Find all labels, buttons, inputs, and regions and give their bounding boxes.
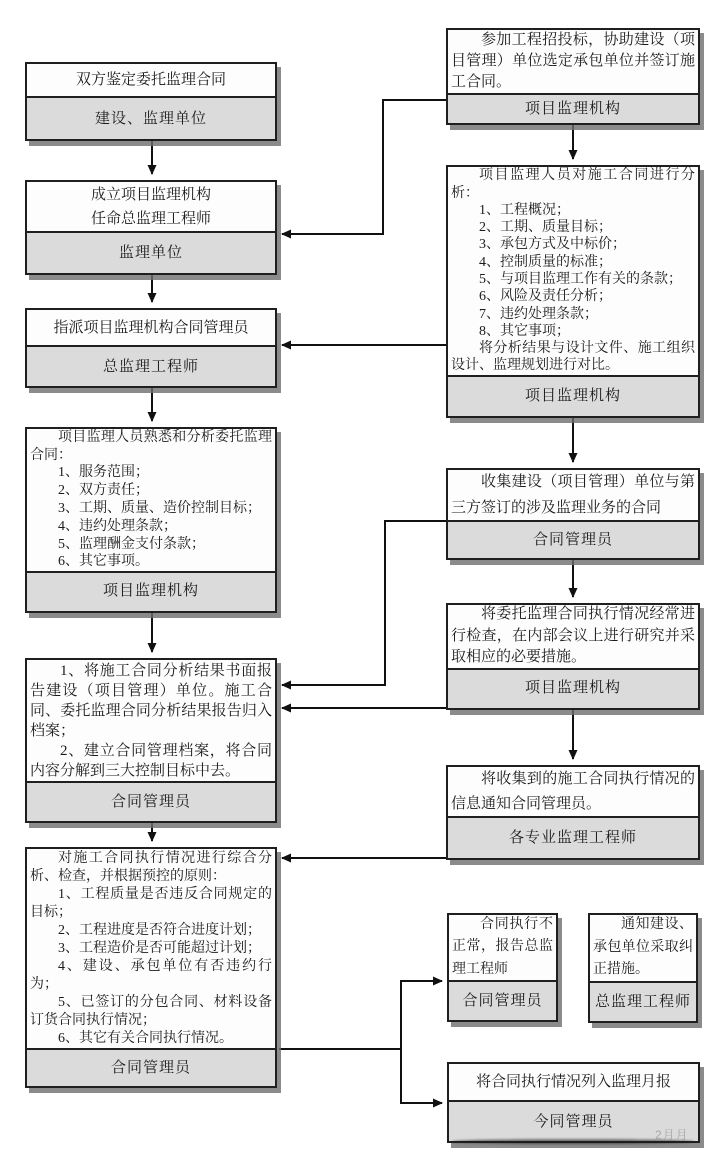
flow-node-L3 [25,308,277,388]
flow-node-L2-content [27,182,275,231]
flow-node-R3-line-0: 收集建设（项目管理）单位与第三方签订的涉及监理业务的合同 [451,474,695,516]
flow-node-L6-line-6: 6、其它有关合同执行情况。 [58,1030,233,1046]
flow-node-L5-content [27,660,275,781]
flow-node-L6 [25,847,277,1088]
flow-node-S2-line-0: 通知建设、承包单位采取纠正措施。 [593,917,693,978]
flow-node-R2-content [448,167,698,375]
flow-node-L2-line-0: 成立项目监理机构 [90,186,211,203]
flow-node-R1-role: 项目监理机构 [448,93,698,123]
flow-node-R5-role: 各专业监理工程师 [448,816,698,858]
flow-node-L1-line-0: 双方鉴定委托监理合同 [75,72,226,88]
flow-node-R4-role: 项目监理机构 [448,668,698,708]
flow-node-L1 [25,62,277,141]
flow-node-R4-content [448,605,698,668]
flow-node-L6-content [27,849,275,1048]
flow-node-L4-line-3: 3、工期、质量、造价控制目标； [58,501,261,516]
flow-node-B1-role: 今同管理员 [449,1100,698,1141]
flow-node-R2-line-5: 5、与项目监理工作有关的条款； [479,272,682,287]
flow-node-L4 [25,427,277,613]
flow-node-L6-line-4: 4、建设、承包单位有否违约行为； [30,958,272,992]
flow-node-L4-line-1: 1、服务范围； [58,465,149,481]
flow-node-R1 [446,28,700,125]
flow-node-L6-line-1: 1、工程质量是否违反合同规定的目标； [30,886,272,920]
flow-node-L4-line-2: 2、双方责任； [58,483,149,499]
flow-node-R2-line-0: 项目监理人员对施工合同进行分析： [451,168,695,201]
watermark-text: 2月月 [655,1128,689,1142]
flow-node-L2 [25,180,277,275]
flow-node-R2-line-8: 8、其它事项； [479,323,570,339]
flow-node-S2 [588,913,698,1023]
flow-node-L3-content [27,310,275,345]
flow-node-R5-content [448,767,698,816]
flow-node-R5 [446,765,700,860]
flow-node-L5-line-1: 2、建立合同管理档案，将合同内容分解到三大控制目标中去。 [30,742,272,779]
flow-node-L5-role: 合同管理员 [27,781,275,821]
flow-node-L4-line-5: 5、监理酬金支付条款； [58,536,205,552]
flow-node-S1-role: 合同管理员 [449,980,556,1020]
flow-node-R2-line-9: 将分析结果与设计文件、施工组织设计、监理规划进行对比。 [451,341,695,374]
flow-node-R2 [446,165,700,418]
flow-node-L5 [25,658,277,823]
flow-node-R1-line-0: 参加工程招投标，协助建设（项目管理）单位选定承包单位并签订施工合同。 [451,32,695,90]
flow-node-R4 [446,603,700,710]
flow-node-L6-line-2: 2、工程进度是否符合进度计划； [58,922,261,938]
flow-node-R2-line-2: 2、工期、质量目标； [479,220,612,236]
flow-node-L4-role: 项目监理机构 [27,571,275,611]
flow-node-R2-role: 项目监理机构 [448,375,698,416]
flow-node-L6-role: 合同管理员 [27,1048,275,1086]
flow-node-B1-content [449,1064,698,1100]
flow-node-L4-content [27,429,275,571]
flow-node-L6-line-5: 5、已签订的分包合同、材料设备订货合同执行情况； [30,994,272,1028]
flow-node-R5-line-0: 将收集到的施工合同执行情况的信息通知合同管理员。 [451,770,695,812]
flow-node-R2-line-3: 3、承包方式及中标价； [479,237,626,253]
flow-node-R1-content [448,30,698,93]
flow-node-S2-role: 总监理工程师 [590,981,696,1021]
flow-node-L1-role: 建设、监理单位 [27,96,275,139]
flow-node-L5-line-0: 1、将施工合同分析结果书面报告建设（项目管理）单位。施工合同、委托监理合同分析结果报告归入档案； [30,662,272,739]
flow-node-L4-line-6: 6、其它事项。 [58,554,149,570]
flow-node-R3-content [448,470,698,520]
flow-node-L4-line-4: 4、违约处理条款； [58,518,177,534]
flow-node-S1-line-0: 合同执行不正常，报告总监理工程师 [452,916,553,977]
flow-node-R2-line-6: 6、风险及责任分析； [479,289,612,305]
flow-node-L6-line-0: 对施工合同执行情况进行综合分析、检查，并根据预控的原则： [30,850,272,884]
flow-node-L1-content [27,64,275,96]
flow-node-S1 [447,913,558,1022]
flow-node-L3-role: 总监理工程师 [27,345,275,386]
flow-node-L4-line-0: 项目监理人员熟悉和分析委托监理合同： [30,429,272,463]
flow-node-L6-line-3: 3、工程造价是否可能超过计划； [58,940,261,956]
flow-node-L2-line-1: 任命总监理工程师 [90,210,211,227]
flow-node-R2-line-7: 7、违约处理条款； [479,306,598,322]
flow-node-L3-line-0: 指派项目监理机构合同管理员 [53,319,249,336]
flow-node-R2-line-4: 4、控制质量的标准； [479,254,612,270]
flow-node-R3 [446,468,700,560]
flow-node-R4-line-0: 将委托监理合同执行情况经常进行检查，在内部会议上进行研究并采取相应的必要措施。 [451,606,695,666]
flow-node-S2-content [590,915,696,981]
flow-node-R3-role: 合同管理员 [448,520,698,558]
flow-node-L2-role: 监理单位 [27,231,275,273]
flow-node-R2-line-1: 1、工程概况； [479,202,570,218]
flow-node-S1-content [449,915,556,980]
flow-node-B1-line-0: 将合同执行情况列入监理月报 [475,1074,671,1090]
